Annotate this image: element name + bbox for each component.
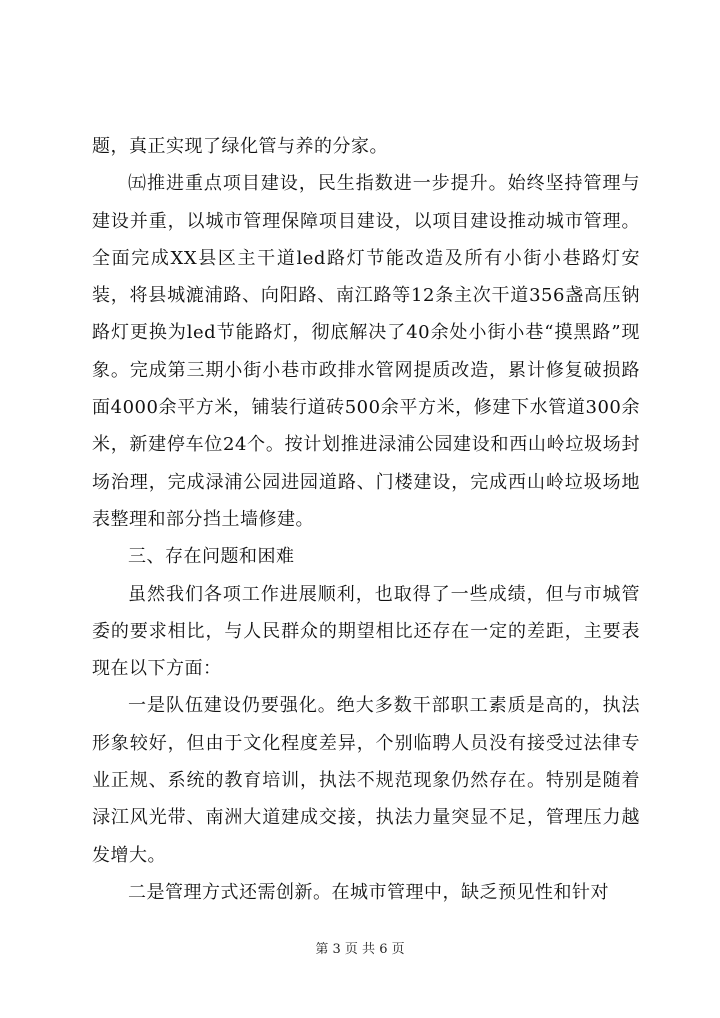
- page-footer: 第 3 页 共 6 页: [315, 942, 405, 957]
- paragraph-continuation: 题，真正实现了绿化管与养的分家。: [92, 136, 388, 157]
- paragraph-management-innovation: 二是管理方式还需创新。在城市管理中，缺乏预见性和针对: [128, 881, 609, 903]
- section-heading-problems: 三、存在问题和困难: [128, 546, 295, 568]
- paragraph-team-building: 一是队伍建设仍要强化。绝大多数干部职工素质是高的，执法形象较好，但由于文化程度差异，个别临聘人员没有接受过法律专业正规、系统的教育培训，执法不规范现象仍然存在。特别是随着渌江风光带、南洲大道建成交接，执法力量突显不足，管理压力越发增大。: [92, 695, 640, 866]
- paragraph-key-projects: ㈤推进重点项目建设，民生指数进一步提升。始终坚持管理与建设并重，以城市管理保障项目建设，以项目建设推动城市管理。全面完成XX县区主干道led路灯节能改造及所有小街小巷路灯安装，将县城漉浦路、向阳路、南江路等12条主次干道356盏高压钠路灯更换为led节能路灯，彻底解决了40余处小街小巷“摸黑路”现象。完成第三期小街小巷市政排水管网提质改造，累计修复破损路面4000余平方米，铺装行道砖500余平方米，修建下水管道300余米，新建停车位24个。按计划推进渌浦公园建设和西山岭垃圾场封场治理，完成渌浦公园进园道路、门楼建设，完成西山岭垃圾场地表整理和部分挡土墙修建。: [92, 173, 640, 530]
- paragraph-intro: 虽然我们各项工作进展顺利，也取得了一些成绩，但与市城管委的要求相比，与人民群众的期望相比还存在一定的差距，主要表现在以下方面：: [92, 583, 640, 680]
- document-body: [92, 128, 640, 911]
